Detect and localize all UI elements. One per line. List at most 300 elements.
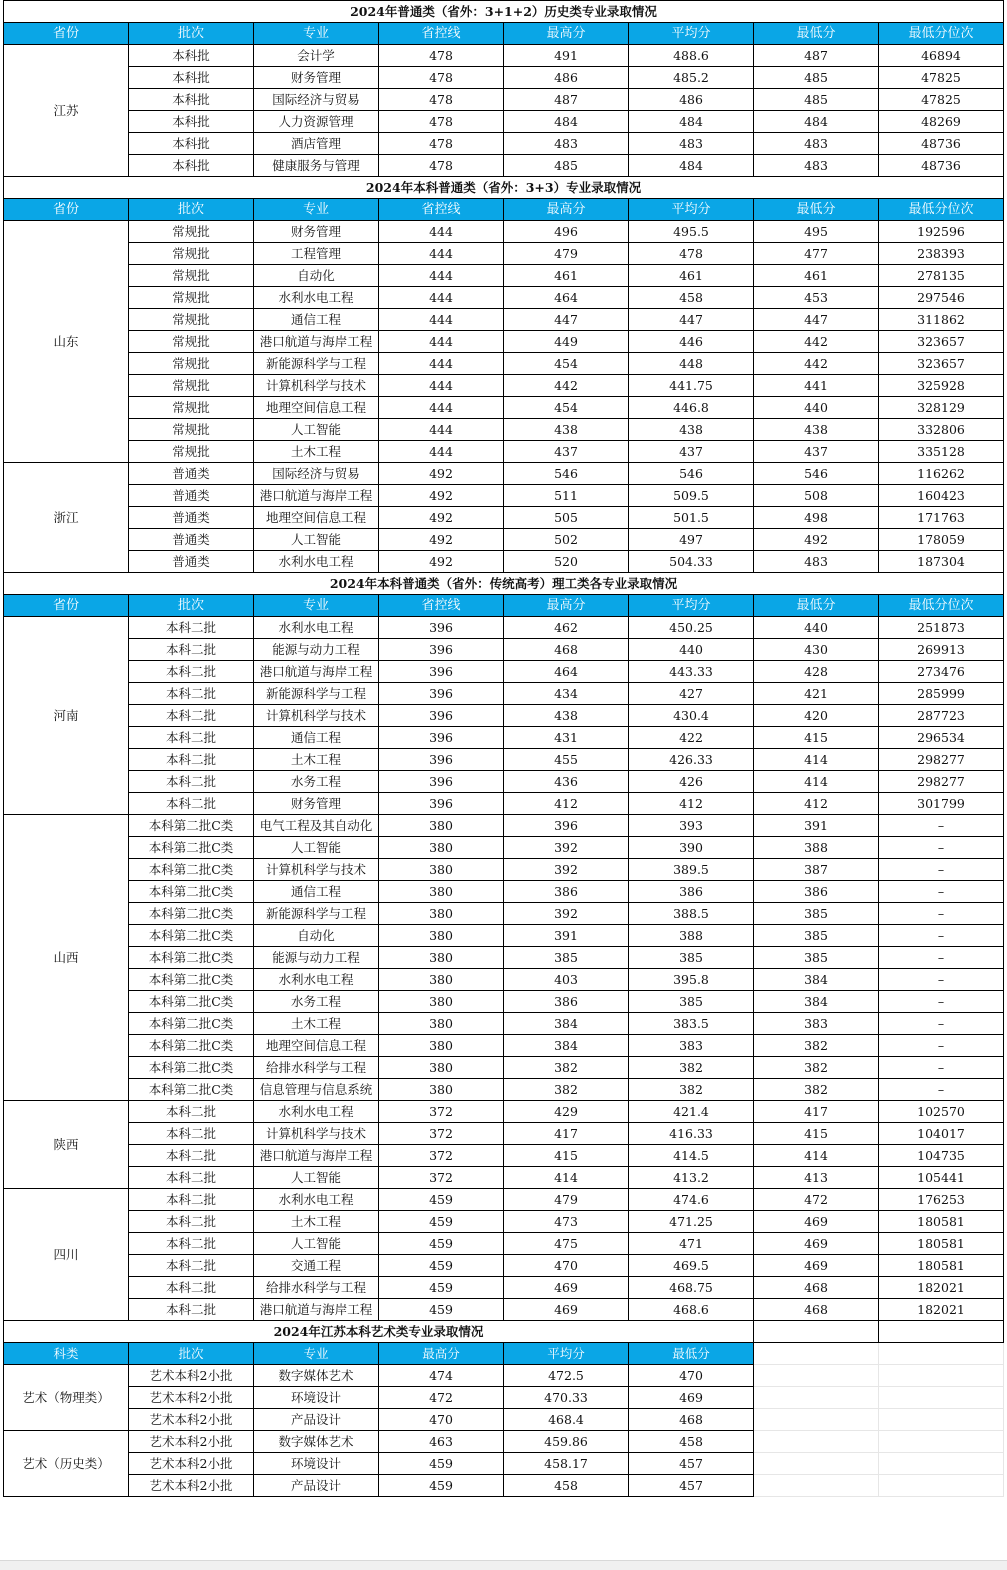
column-header: 最高分: [504, 595, 629, 617]
table-cell: 437: [629, 441, 754, 463]
table-cell: 469.5: [629, 1255, 754, 1277]
table-cell: 396: [379, 617, 504, 639]
table-cell: 469: [754, 1211, 879, 1233]
table-cell: 390: [629, 837, 754, 859]
table-cell: 计算机科学与技术: [254, 375, 379, 397]
column-header: 最高分: [379, 1343, 504, 1365]
table-cell: 459.86: [504, 1431, 629, 1453]
table-cell: 396: [379, 705, 504, 727]
table-row: [4, 67, 1004, 89]
table-cell: 环境设计: [254, 1453, 379, 1475]
table-row: [4, 1387, 1004, 1409]
table-cell: 421: [754, 683, 879, 705]
table-cell: 430: [754, 639, 879, 661]
table-cell: 382: [504, 1057, 629, 1079]
table-cell: 384: [504, 1013, 629, 1035]
table-cell: –: [879, 1035, 1004, 1057]
table-cell: 471.25: [629, 1211, 754, 1233]
table-cell: 446.8: [629, 397, 754, 419]
table-cell: 298277: [879, 749, 1004, 771]
section-title: 2024年江苏本科艺术类专业录取情况: [4, 1321, 754, 1343]
empty-cell: [754, 1387, 879, 1409]
table-cell: 492: [379, 507, 504, 529]
empty-cell: [754, 1431, 879, 1453]
admission-sheet: [3, 0, 1004, 1497]
header-row: [4, 595, 1004, 617]
table-cell: 392: [504, 837, 629, 859]
table-cell: 388: [754, 837, 879, 859]
table-cell: 463: [379, 1431, 504, 1453]
table-cell: 180581: [879, 1211, 1004, 1233]
table-cell: 449: [504, 331, 629, 353]
table-cell: 本科二批: [129, 617, 254, 639]
table-cell: 水利水电工程: [254, 287, 379, 309]
column-header: 批次: [129, 595, 254, 617]
table-cell: 385: [754, 903, 879, 925]
empty-cell: [879, 1321, 1004, 1343]
table-cell: 475: [504, 1233, 629, 1255]
table-cell: 478: [379, 45, 504, 67]
table-row: [4, 133, 1004, 155]
table-row: [4, 507, 1004, 529]
table-cell: 常规批: [129, 375, 254, 397]
table-cell: 数字媒体艺术: [254, 1431, 379, 1453]
table-cell: 本科二批: [129, 1167, 254, 1189]
table-cell: 本科二批: [129, 793, 254, 815]
table-cell: 498: [754, 507, 879, 529]
table-cell: 287723: [879, 705, 1004, 727]
table-cell: 372: [379, 1123, 504, 1145]
table-cell: 430.4: [629, 705, 754, 727]
table-cell: 本科批: [129, 111, 254, 133]
table-cell: 484: [504, 111, 629, 133]
table-cell: 环境设计: [254, 1387, 379, 1409]
table-cell: 468.6: [629, 1299, 754, 1321]
sheet-bottom-bar: [0, 1560, 1007, 1570]
table-cell: 447: [754, 309, 879, 331]
table-cell: 386: [504, 991, 629, 1013]
table-row: [4, 353, 1004, 375]
table-cell: 本科二批: [129, 683, 254, 705]
table-row: [4, 375, 1004, 397]
table-cell: 458: [504, 1475, 629, 1497]
table-cell: 383: [754, 1013, 879, 1035]
column-header: 批次: [129, 199, 254, 221]
column-header: 省控线: [379, 23, 504, 45]
table-cell: 454: [504, 397, 629, 419]
table-cell: 454: [504, 353, 629, 375]
table-cell: 414: [754, 749, 879, 771]
table-cell: 人力资源管理: [254, 111, 379, 133]
table-cell: 给排水科学与工程: [254, 1277, 379, 1299]
table-cell: 本科批: [129, 155, 254, 177]
table-cell: 艺术本科2小批: [129, 1365, 254, 1387]
table-cell: 421.4: [629, 1101, 754, 1123]
table-row: [4, 441, 1004, 463]
column-header: 省份: [4, 595, 129, 617]
table-cell: 301799: [879, 793, 1004, 815]
table-cell: 414: [754, 771, 879, 793]
table-cell: 本科第二批C类: [129, 1035, 254, 1057]
table-cell: 372: [379, 1167, 504, 1189]
table-row: [4, 837, 1004, 859]
table-cell: 本科二批: [129, 1189, 254, 1211]
table-cell: 487: [504, 89, 629, 111]
table-cell: 546: [754, 463, 879, 485]
table-cell: 458: [629, 287, 754, 309]
table-cell: 323657: [879, 331, 1004, 353]
table-cell: 土木工程: [254, 749, 379, 771]
table-cell: 385: [504, 947, 629, 969]
table-cell: 382: [754, 1035, 879, 1057]
table-cell: 469: [754, 1233, 879, 1255]
table-cell: 人工智能: [254, 1167, 379, 1189]
table-cell: 384: [754, 991, 879, 1013]
table-cell: 428: [754, 661, 879, 683]
table-cell: 本科第二批C类: [129, 1013, 254, 1035]
table-row: [4, 1189, 1004, 1211]
table-cell: 常规批: [129, 397, 254, 419]
table-cell: 自动化: [254, 925, 379, 947]
table-cell: 常规批: [129, 287, 254, 309]
table-cell: 180581: [879, 1233, 1004, 1255]
table-cell: 计算机科学与技术: [254, 705, 379, 727]
table-row: [4, 463, 1004, 485]
table-cell: 本科二批: [129, 661, 254, 683]
table-cell: 人工智能: [254, 529, 379, 551]
table-cell: 335128: [879, 441, 1004, 463]
column-header: 最低分: [754, 595, 879, 617]
table-cell: 546: [629, 463, 754, 485]
table-cell: 474: [379, 1365, 504, 1387]
table-cell: 427: [629, 683, 754, 705]
table-cell: 本科二批: [129, 1123, 254, 1145]
table-cell: 182021: [879, 1277, 1004, 1299]
table-cell: 380: [379, 837, 504, 859]
table-row: [4, 485, 1004, 507]
table-cell: 水利水电工程: [254, 1101, 379, 1123]
table-cell: 278135: [879, 265, 1004, 287]
table-cell: 431: [504, 727, 629, 749]
table-cell: 艺术本科2小批: [129, 1453, 254, 1475]
header-row: [4, 1343, 1004, 1365]
table-cell: –: [879, 815, 1004, 837]
table-cell: 440: [629, 639, 754, 661]
section-title-row: [4, 177, 1004, 199]
table-cell: 本科二批: [129, 771, 254, 793]
table-cell: 普通类: [129, 551, 254, 573]
table-cell: 483: [754, 133, 879, 155]
table-cell: 105441: [879, 1167, 1004, 1189]
table-cell: 本科批: [129, 67, 254, 89]
table-cell: 485.2: [629, 67, 754, 89]
table-cell: 444: [379, 419, 504, 441]
table-cell: 472.5: [504, 1365, 629, 1387]
table-row: [4, 1101, 1004, 1123]
table-cell: 本科第二批C类: [129, 881, 254, 903]
table-cell: 414: [754, 1145, 879, 1167]
table-cell: 504.33: [629, 551, 754, 573]
table-row: [4, 529, 1004, 551]
empty-cell: [754, 1321, 879, 1343]
table-row: [4, 661, 1004, 683]
table-cell: 484: [754, 111, 879, 133]
table-cell: 地理空间信息工程: [254, 507, 379, 529]
table-row: [4, 727, 1004, 749]
category-cell: 艺术（物理类）: [4, 1365, 129, 1431]
table-cell: 385: [629, 991, 754, 1013]
table-cell: 本科二批: [129, 1277, 254, 1299]
column-header: 平均分: [629, 23, 754, 45]
table-row: [4, 89, 1004, 111]
table-cell: 人工智能: [254, 419, 379, 441]
table-cell: 396: [504, 815, 629, 837]
table-cell: 273476: [879, 661, 1004, 683]
table-row: [4, 331, 1004, 353]
table-cell: 478: [379, 155, 504, 177]
table-cell: 380: [379, 859, 504, 881]
table-row: [4, 1145, 1004, 1167]
table-row: [4, 859, 1004, 881]
table-cell: 47825: [879, 67, 1004, 89]
table-cell: 财务管理: [254, 793, 379, 815]
column-header: 最低分: [754, 23, 879, 45]
empty-cell: [754, 1343, 879, 1365]
table-cell: 468: [504, 639, 629, 661]
table-cell: 495: [754, 221, 879, 243]
column-header: 平均分: [629, 199, 754, 221]
table-cell: 444: [379, 353, 504, 375]
table-cell: 372: [379, 1101, 504, 1123]
table-cell: 462: [504, 617, 629, 639]
table-cell: 人工智能: [254, 1233, 379, 1255]
table-cell: 478: [379, 67, 504, 89]
table-cell: 485: [754, 89, 879, 111]
table-cell: 391: [754, 815, 879, 837]
table-cell: 464: [504, 661, 629, 683]
table-row: [4, 1299, 1004, 1321]
table-cell: 酒店管理: [254, 133, 379, 155]
empty-cell: [879, 1453, 1004, 1475]
table-cell: 492: [754, 529, 879, 551]
table-row: [4, 771, 1004, 793]
table-cell: 311862: [879, 309, 1004, 331]
table-cell: 492: [379, 463, 504, 485]
table-row: [4, 749, 1004, 771]
table-cell: 508: [754, 485, 879, 507]
table-cell: 国际经济与贸易: [254, 463, 379, 485]
section-title-row: [4, 573, 1004, 595]
table-cell: 艺术本科2小批: [129, 1409, 254, 1431]
column-header: 科类: [4, 1343, 129, 1365]
table-cell: 492: [379, 529, 504, 551]
table-cell: 443.33: [629, 661, 754, 683]
table-cell: 450.25: [629, 617, 754, 639]
table-cell: 自动化: [254, 265, 379, 287]
empty-cell: [879, 1431, 1004, 1453]
table-cell: 384: [504, 1035, 629, 1057]
table-cell: 459: [379, 1453, 504, 1475]
table-cell: 468: [629, 1409, 754, 1431]
table-cell: 通信工程: [254, 727, 379, 749]
table-cell: 520: [504, 551, 629, 573]
table-cell: 384: [754, 969, 879, 991]
table-cell: 458.17: [504, 1453, 629, 1475]
table-cell: 396: [379, 639, 504, 661]
table-cell: 396: [379, 793, 504, 815]
table-cell: 本科第二批C类: [129, 1079, 254, 1101]
table-row: [4, 947, 1004, 969]
table-cell: 380: [379, 1079, 504, 1101]
table-cell: 港口航道与海岸工程: [254, 331, 379, 353]
table-cell: 477: [754, 243, 879, 265]
column-header: 省控线: [379, 595, 504, 617]
table-cell: 415: [504, 1145, 629, 1167]
empty-cell: [879, 1343, 1004, 1365]
table-cell: 国际经济与贸易: [254, 89, 379, 111]
table-cell: 47825: [879, 89, 1004, 111]
table-cell: 水务工程: [254, 771, 379, 793]
table-cell: 48269: [879, 111, 1004, 133]
table-cell: 442: [504, 375, 629, 397]
table-cell: 常规批: [129, 309, 254, 331]
table-cell: 176253: [879, 1189, 1004, 1211]
table-cell: 487: [754, 45, 879, 67]
table-cell: 422: [629, 727, 754, 749]
column-header: 最低分位次: [879, 595, 1004, 617]
table-cell: 434: [504, 683, 629, 705]
table-cell: 46894: [879, 45, 1004, 67]
section-title-row: [4, 1321, 1004, 1343]
table-cell: 438: [629, 419, 754, 441]
table-cell: 常规批: [129, 419, 254, 441]
table-cell: 496: [504, 221, 629, 243]
table-row: [4, 903, 1004, 925]
table-cell: 本科第二批C类: [129, 991, 254, 1013]
table-cell: 港口航道与海岸工程: [254, 1299, 379, 1321]
table-row: [4, 551, 1004, 573]
table-row: [4, 111, 1004, 133]
table-cell: 本科二批: [129, 1101, 254, 1123]
table-cell: 391: [504, 925, 629, 947]
category-cell: 艺术（历史类）: [4, 1431, 129, 1497]
table-cell: 470: [379, 1409, 504, 1431]
table-cell: 116262: [879, 463, 1004, 485]
table-cell: 382: [629, 1079, 754, 1101]
table-cell: 296534: [879, 727, 1004, 749]
table-cell: 509.5: [629, 485, 754, 507]
table-cell: 水利水电工程: [254, 969, 379, 991]
column-header: 最高分: [504, 199, 629, 221]
table-cell: –: [879, 881, 1004, 903]
table-cell: 本科二批: [129, 749, 254, 771]
table-cell: 505: [504, 507, 629, 529]
admission-table: [3, 0, 1004, 1497]
table-cell: 436: [504, 771, 629, 793]
table-cell: 本科二批: [129, 1233, 254, 1255]
table-cell: 492: [379, 551, 504, 573]
table-cell: 382: [754, 1057, 879, 1079]
column-header: 平均分: [504, 1343, 629, 1365]
empty-cell: [754, 1409, 879, 1431]
table-cell: 415: [754, 727, 879, 749]
table-cell: 387: [754, 859, 879, 881]
table-cell: 469: [504, 1277, 629, 1299]
table-cell: 给排水科学与工程: [254, 1057, 379, 1079]
table-cell: –: [879, 991, 1004, 1013]
column-header: 平均分: [629, 595, 754, 617]
table-cell: 180581: [879, 1255, 1004, 1277]
empty-cell: [879, 1365, 1004, 1387]
table-cell: 港口航道与海岸工程: [254, 1145, 379, 1167]
table-row: [4, 1057, 1004, 1079]
table-cell: 285999: [879, 683, 1004, 705]
table-row: [4, 1409, 1004, 1431]
table-cell: 459: [379, 1233, 504, 1255]
table-row: [4, 793, 1004, 815]
table-cell: 447: [504, 309, 629, 331]
table-cell: 380: [379, 881, 504, 903]
table-row: [4, 969, 1004, 991]
table-cell: 本科二批: [129, 639, 254, 661]
table-row: [4, 265, 1004, 287]
table-cell: 395.8: [629, 969, 754, 991]
table-cell: 380: [379, 925, 504, 947]
table-row: [4, 419, 1004, 441]
column-header: 专业: [254, 1343, 379, 1365]
empty-cell: [754, 1453, 879, 1475]
table-cell: 417: [754, 1101, 879, 1123]
table-cell: 388: [629, 925, 754, 947]
table-cell: 385: [754, 925, 879, 947]
table-cell: 386: [629, 881, 754, 903]
table-cell: 396: [379, 749, 504, 771]
table-cell: 交通工程: [254, 1255, 379, 1277]
table-cell: 461: [629, 265, 754, 287]
table-cell: 常规批: [129, 331, 254, 353]
table-cell: 323657: [879, 353, 1004, 375]
table-cell: 常规批: [129, 243, 254, 265]
table-row: [4, 815, 1004, 837]
table-cell: 437: [504, 441, 629, 463]
table-cell: 380: [379, 815, 504, 837]
table-row: [4, 1233, 1004, 1255]
table-cell: 446: [629, 331, 754, 353]
table-row: [4, 639, 1004, 661]
table-cell: 448: [629, 353, 754, 375]
table-cell: 健康服务与管理: [254, 155, 379, 177]
table-cell: 艺术本科2小批: [129, 1475, 254, 1497]
table-row: [4, 617, 1004, 639]
column-header: 省份: [4, 199, 129, 221]
table-cell: 416.33: [629, 1123, 754, 1145]
table-cell: 产品设计: [254, 1475, 379, 1497]
table-cell: 能源与动力工程: [254, 947, 379, 969]
table-row: [4, 1453, 1004, 1475]
table-cell: 396: [379, 683, 504, 705]
table-cell: 常规批: [129, 265, 254, 287]
table-cell: 328129: [879, 397, 1004, 419]
table-cell: 地理空间信息工程: [254, 1035, 379, 1057]
column-header: 专业: [254, 23, 379, 45]
table-cell: 383: [629, 1035, 754, 1057]
table-cell: 187304: [879, 551, 1004, 573]
column-header: 最低分: [754, 199, 879, 221]
table-cell: 497: [629, 529, 754, 551]
table-cell: 479: [504, 1189, 629, 1211]
table-cell: 382: [504, 1079, 629, 1101]
table-cell: 386: [754, 881, 879, 903]
